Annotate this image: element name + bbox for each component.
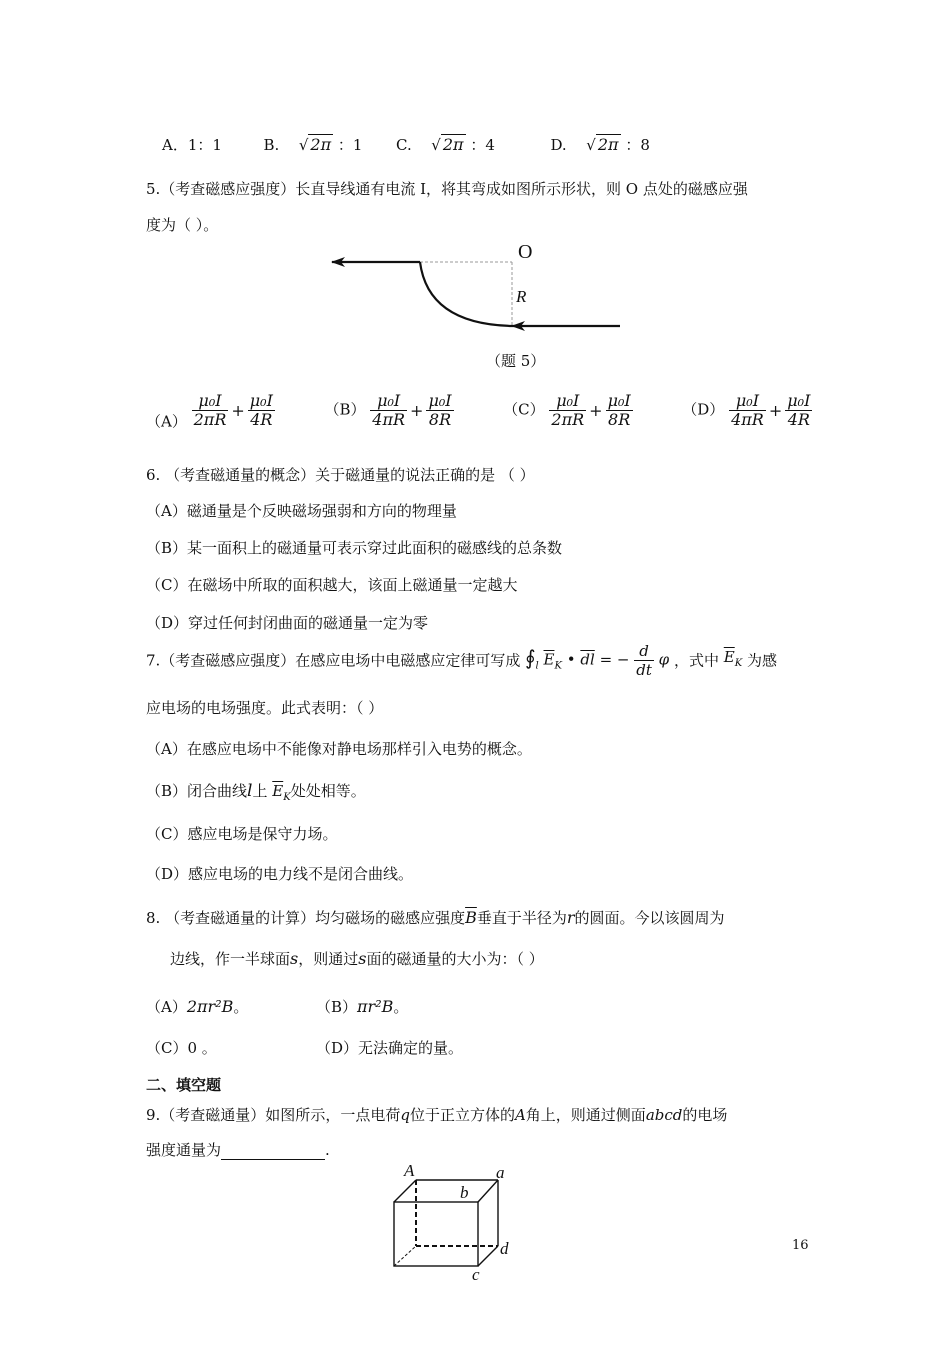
q6-option-d: （D）穿过任何封闭曲面的磁通量一定为零 (146, 614, 429, 632)
q5-option-d: （D） $\frac{\text{μ₀I}}{4\pi R}$ + $\frac{\text{μ₀I}}{4R}$ (682, 391, 811, 429)
q5-options (146, 392, 812, 432)
q5-option-c: （C） $\frac{\text{μ₀I}}{2\pi R}$ + $\frac{\text{μ₀I}}{8R}$ (503, 391, 631, 429)
q7-stem-line2: 应电场的电场强度。此式表明：（ ） (146, 699, 384, 717)
q6-option-a: （A）磁通量是个反映磁场强弱和方向的物理量 (146, 502, 457, 520)
q4-option-c-sqrt: √ 2π (431, 135, 464, 154)
q8-option-c: （C）0 。 (146, 1039, 217, 1057)
cube-label-b: b (460, 1183, 469, 1202)
cube-hidden-edge-diagonal (394, 1246, 416, 1266)
q4-option-c-label: C. (396, 136, 412, 154)
q7-option-a: （A）在感应电场中不能像对静电场那样引入电势的概念。 (146, 740, 532, 758)
q5-arc (420, 262, 512, 326)
q7-formula: $∮_l$ $\overline{E}_K$ • $\overline{dl}$ = − $\frac{d}{dt}$ φ (525, 642, 670, 679)
q5-stem-line2: 度为（ ）。 (146, 216, 219, 234)
q4-option-d-sqrt: √ 2π (586, 135, 619, 154)
q6-option-b: （B）某一面积上的磁通量可表示穿过此面积的磁感线的总条数 (146, 539, 563, 557)
q4-option-b-label: B. (263, 136, 280, 154)
q8-stem-line1: 8. （考查磁通量的计算）均匀磁场的磁感应强度$\overline{B}$垂直于半径为r的圆面。今以该圆周为 (146, 908, 725, 927)
page-number: 16 (792, 1238, 809, 1253)
cube-label-A: A (404, 1161, 415, 1180)
q7-option-b: （B）闭合曲线l上 $\overline{E}_K$处处相等。 (146, 781, 366, 803)
q9-stem-line1: 9.（考查磁通量）如图所示，一点电荷q位于正立方体的A角上，则通过侧面abcd的电场 (146, 1106, 728, 1124)
q8-stem-line2: 边线，作一半球面s，则通过s面的磁通量的大小为：（ ） (170, 949, 544, 968)
q4-option-d-label: D. (550, 136, 567, 154)
section-heading: 二、填空题 (146, 1076, 222, 1094)
cube-label-a: a (496, 1163, 505, 1182)
q7-option-d: （D）感应电场的电力线不是闭合曲线。 (146, 865, 414, 883)
cube-label-d: d (500, 1239, 509, 1258)
q4-option-c-rest: ：4 (470, 136, 495, 154)
q8-option-a: （A）2πr²B。 (146, 997, 249, 1016)
cube-label-c: c (472, 1265, 480, 1284)
q4-option-a: A．1：1 (162, 136, 222, 154)
q9-stem-line2: 强度通量为 . (146, 1141, 330, 1159)
q5-option-b: （B） $\frac{\text{μ₀I}}{4\pi R}$ + $\frac{\text{μ₀I}}{8R}$ (324, 391, 452, 429)
q5-stem-line1: 5.（考查磁感应强度）长直导线通有电流 I，将其弯成如图所示形状，则 O 点处的磁感应强 (146, 180, 748, 198)
q4-option-b-sqrt: √ 2π (298, 135, 332, 154)
q5-label-o: O (518, 241, 533, 263)
q7-option-c: （C）感应电场是保守力场。 (146, 825, 338, 843)
q6-option-c: （C）在磁场中所取的面积越大，该面上磁通量一定越大 (146, 576, 518, 594)
q9-cube-figure (380, 1160, 530, 1285)
q4-options (162, 134, 650, 155)
q7-stem-line1: 7.（考查磁感应强度）在感应电场中电磁感应定律可写成 $∮_l$ $\overline{E}_K$ • $\overline{dl}$ = − $\frac{d}{dt}$ φ ，式中 $\overline{E}_K$ 为感 (146, 642, 777, 679)
q5-label-r: R (516, 287, 527, 306)
q4-option-b-rest: ：1 (337, 136, 363, 154)
q5-figure (320, 238, 640, 348)
q4-option-d-rest: ：8 (625, 136, 650, 154)
q6-stem: 6. （考查磁通量的概念）关于磁通量的说法正确的是 （ ） (146, 466, 535, 484)
q8-option-b: （B）πr²B。 (316, 997, 409, 1016)
q9-answer-blank[interactable] (221, 1145, 325, 1160)
q5-option-a: （A） $\frac{\text{μ₀I}}{2\pi R}$ + $\frac{\text{μ₀I}}{4R}$ (146, 391, 273, 431)
cube-front-face (394, 1202, 478, 1266)
q8-option-d: （D）无法确定的量。 (316, 1039, 464, 1057)
q5-caption: （题 5） (486, 352, 546, 370)
